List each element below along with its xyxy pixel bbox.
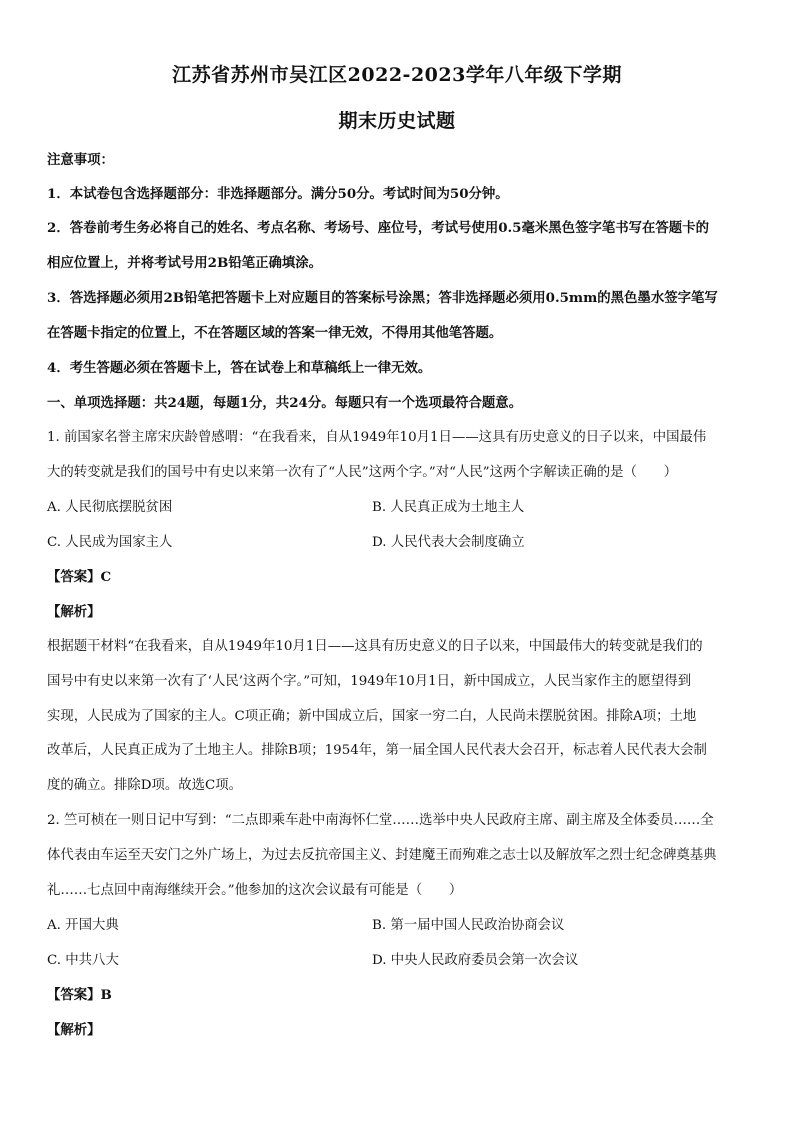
notice-item-1: 1．本试卷包含选择题部分：非选择题部分。满分50分。考试时间为50分钟。: [47, 186, 509, 202]
q2-option-d: D. 中央人民政府委员会第一次会议: [372, 953, 579, 968]
q1-stem-line2: 大的转变就是我们的国号中有史以来第一次有了“人民”这两个字。”对“人民”这两个字解读正确的是（ ）: [47, 465, 678, 480]
exam-title-line2: 期末历史试题: [338, 110, 456, 132]
exam-title-line1: 江苏省苏州市吴江区2022-2023学年八年级下学期: [172, 64, 622, 86]
notice-item-2-line1: 2．答卷前考生务必将自己的姓名、考点名称、考场号、座位号，考试号使用0.5毫米黑色签字笔书写在答题卡的: [47, 220, 709, 236]
notice-item-2-line2: 相应位置上，并将考试号用2B铅笔正确填涂。: [47, 255, 323, 271]
notice-heading: 注意事项：: [47, 152, 114, 168]
q2-option-c: C. 中共八大: [47, 953, 119, 968]
q1-option-b: B. 人民真正成为土地主人: [372, 500, 525, 515]
q1-analysis-line1: 根据题干材料“在我看来，自从1949年10月1日——这具有历史意义的日子以来，中国最伟大的转变就是我们的: [47, 639, 703, 654]
notice-item-3-line1: 3．答选择题必须用2B铅笔把答题卡上对应题目的答案标号涂黑；答非选择题必须用0.5mm的黑色墨水签字笔写: [47, 290, 718, 306]
q2-analysis-label: 【解析】: [47, 1022, 101, 1038]
q1-analysis-line3: 实现，人民成为了国家的主人。C项正确；新中国成立后，国家一穷二白，人民尚未摆脱贫困。排除A项；土地: [47, 709, 697, 724]
notice-item-3-line2: 在答题卡指定的位置上，不在答题区域的答案一律无效，不得用其他笔答题。: [47, 325, 503, 341]
q1-analysis-label: 【解析】: [47, 604, 101, 620]
q1-analysis-line5: 度的确立。排除D项。故选C项。: [47, 778, 243, 793]
q1-option-d: D. 人民代表大会制度确立: [372, 535, 525, 550]
q2-stem-line2: 体代表由车运至天安门之外广场上，为过去反抗帝国主义、封建魔王而殉难之志士以及解放军之烈士纪念碑奠基典: [47, 848, 717, 863]
q1-stem-line1: 1. 前国家名誉主席宋庆龄曾感喟：“在我看来，自从1949年10月1日——这具有历史意义的日子以来，中国最伟: [47, 430, 707, 445]
q2-option-b: B. 第一届中国人民政治协商会议: [372, 918, 565, 933]
section-1-heading: 一、单项选择题：共24题，每题1分，共24分。每题只有一个选项最符合题意。: [47, 395, 523, 411]
q2-stem-line1: 2. 竺可桢在一则日记中写到：“二点即乘车赴中南海怀仁堂……选举中央人民政府主席、副主席及全体委员……全: [47, 813, 714, 828]
q1-option-a: A. 人民彻底摆脱贫困: [47, 500, 173, 515]
q2-stem-line3: 礼……七点回中南海继续开会。”他参加的这次会议最有可能是（ ）: [47, 883, 463, 898]
q1-option-c: C. 人民成为国家主人: [47, 535, 173, 550]
q1-analysis-line2: 国号中有史以来第一次有了‘人民’这两个字。”可知，1949年10月1日，新中国成立，人民当家作主的愿望得到: [47, 674, 692, 689]
q2-answer: 【答案】B: [47, 987, 112, 1003]
notice-item-4: 4．考生答题必须在答题卡上，答在试卷上和草稿纸上一律无效。: [47, 360, 432, 376]
q2-option-a: A. 开国大典: [47, 918, 119, 933]
q1-answer: 【答案】C: [47, 569, 112, 585]
q1-analysis-line4: 改革后，人民真正成为了土地主人。排除B项；1954年，第一届全国人民代表大会召开，标志着人民代表大会制: [47, 743, 707, 758]
